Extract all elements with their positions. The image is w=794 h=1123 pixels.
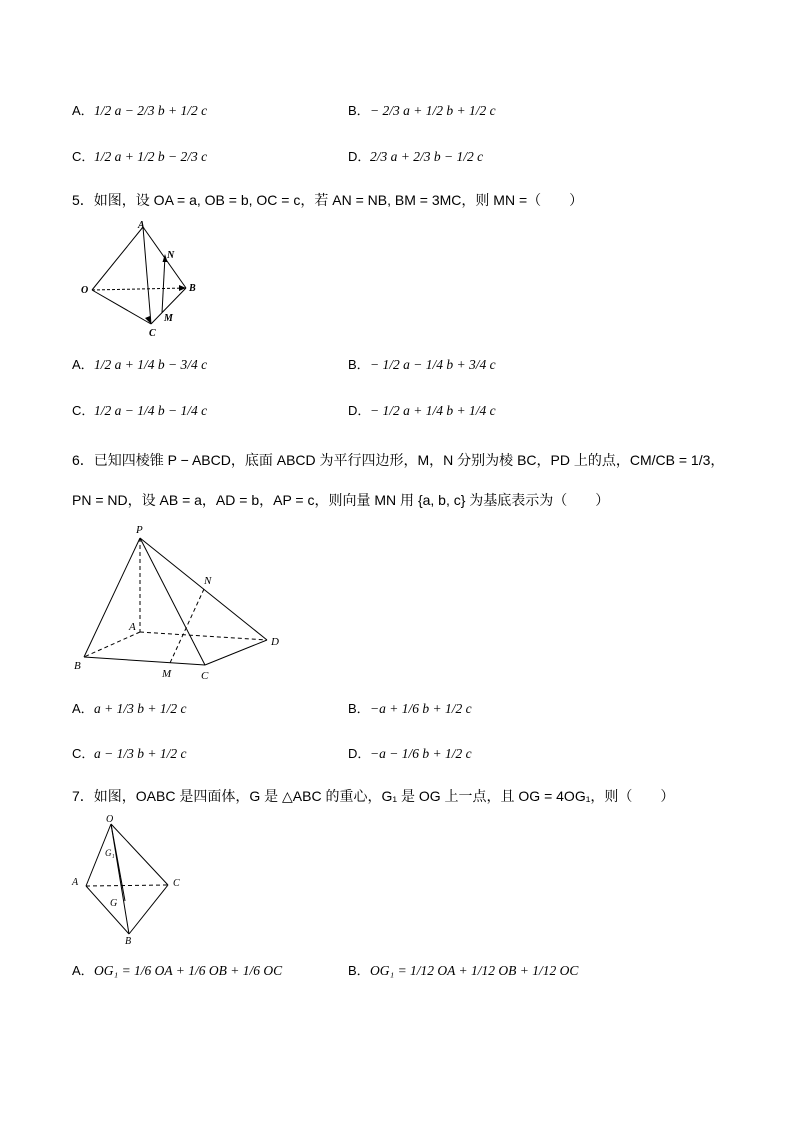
option-expression: 1/2 a + 1/4 b − 3/4 c: [94, 357, 208, 372]
option-label: A．: [72, 963, 94, 979]
label-O: O: [81, 285, 89, 296]
option-label: B．: [348, 357, 370, 373]
option-expression: OG₁ = 1/12 OA + 1/12 OB + 1/12 OC: [370, 963, 579, 978]
option-label: C．: [72, 403, 95, 419]
option-expression: a + 1/3 b + 1/2 c: [94, 701, 187, 716]
label-C: C: [149, 328, 156, 339]
label-G: G: [110, 898, 118, 909]
option-expression: −a − 1/6 b + 1/2 c: [370, 746, 472, 761]
q6-option-d[interactable]: [348, 747, 472, 761]
label-A: A: [129, 621, 136, 633]
option-expression: 1/2 a − 1/4 b − 1/4 c: [94, 403, 208, 418]
label-B: B: [74, 660, 81, 672]
label-A: A: [72, 877, 79, 888]
q7-option-b[interactable]: [348, 964, 578, 978]
option-expression: OG₁ = 1/6 OA + 1/6 OB + 1/6 OC: [94, 963, 283, 978]
q7-option-a[interactable]: [72, 964, 282, 978]
q6-stem-line1: 6．已知四棱锥 P − ABCD，底面 ABCD 为平行四边形，M，N 分别为棱 BC，PD 上的点，CM/CB = 1/3，: [72, 452, 725, 468]
q7-stem: 7．如图，OABC 是四面体，G 是 △ABC 的重心，G₁ 是 OG 上一点，且 OG = 4OG₁，则（ ）: [72, 788, 675, 804]
label-M: M: [162, 668, 172, 680]
label-D: D: [271, 636, 279, 648]
option-label: C．: [72, 149, 95, 165]
option-expression: 1/2 a − 2/3 b + 1/2 c: [94, 103, 208, 118]
q5-option-d[interactable]: [348, 404, 496, 418]
option-label: D．: [348, 149, 371, 165]
label-G1: G₁: [105, 848, 115, 858]
q7-figure-tetrahedron: [68, 812, 193, 948]
label-C: C: [173, 878, 180, 889]
q4-option-d[interactable]: [348, 150, 483, 164]
option-label: C．: [72, 746, 95, 762]
q6-option-b[interactable]: [348, 702, 472, 716]
label-N: N: [204, 575, 212, 587]
option-label: A．: [72, 103, 94, 119]
q5-stem: 5．如图，设 OA = a, OB = b, OC = c，若 AN = NB, BM = 3MC，则 MN =（ ）: [72, 192, 584, 208]
q5-figure-tetrahedron: [78, 218, 208, 343]
q5-option-b[interactable]: [348, 358, 496, 372]
q6-option-a[interactable]: [72, 702, 186, 716]
q6-option-c[interactable]: [72, 747, 186, 761]
q6-figure-pyramid: [70, 522, 290, 682]
option-expression: 2/3 a + 2/3 b − 1/2 c: [370, 149, 484, 164]
option-label: A．: [72, 701, 94, 717]
option-expression: − 1/2 a + 1/4 b + 1/4 c: [370, 403, 496, 418]
label-O: O: [106, 814, 114, 825]
option-expression: a − 1/3 b + 1/2 c: [94, 746, 187, 761]
option-label: A．: [72, 357, 94, 373]
option-expression: − 2/3 a + 1/2 b + 1/2 c: [370, 103, 496, 118]
q5-option-a[interactable]: [72, 358, 207, 372]
option-label: D．: [348, 403, 371, 419]
q5-option-c[interactable]: [72, 404, 207, 418]
option-label: B．: [348, 103, 370, 119]
option-label: B．: [348, 701, 370, 717]
label-N: N: [167, 250, 175, 261]
option-expression: −a + 1/6 b + 1/2 c: [370, 701, 472, 716]
q4-option-a[interactable]: [72, 104, 207, 118]
label-P: P: [136, 524, 143, 536]
label-A: A: [138, 220, 145, 231]
option-label: B．: [348, 963, 370, 979]
q4-option-c[interactable]: [72, 150, 207, 164]
label-C: C: [201, 670, 209, 682]
option-label: D．: [348, 746, 371, 762]
label-B: B: [189, 283, 196, 294]
q6-stem-line2: PN = ND，设 AB = a，AD = b，AP = c，则向量 MN 用 {a, b, c} 为基底表示为（ ）: [72, 492, 610, 508]
label-B: B: [125, 936, 132, 947]
label-M: M: [164, 313, 173, 324]
q4-option-b[interactable]: [348, 104, 496, 118]
option-expression: − 1/2 a − 1/4 b + 3/4 c: [370, 357, 496, 372]
option-expression: 1/2 a + 1/2 b − 2/3 c: [94, 149, 208, 164]
